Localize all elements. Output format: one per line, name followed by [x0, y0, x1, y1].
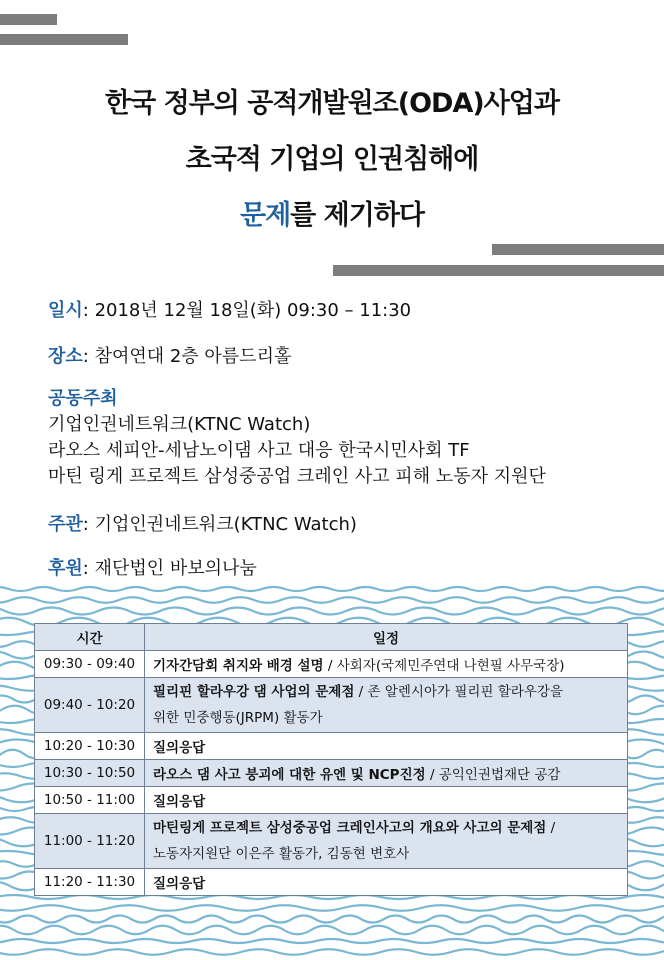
schedule-time: 09:40 - 10:20 [35, 678, 145, 733]
sponsor-value: : 재단법인 바보의나눔 [82, 558, 257, 579]
schedule-row [35, 733, 628, 760]
schedule-program: 질의응답 [145, 733, 628, 760]
place-value: : 참여연대 2층 아름드리홀 [82, 346, 292, 367]
schedule-row [35, 760, 628, 787]
cohost-item: 마틴 링게 프로젝트 삼성중공업 크레인 사고 피해 노동자 지원단 [48, 466, 546, 487]
cohost-item: 기업인권네트워크(KTNC Watch) [48, 414, 311, 435]
schedule-time: 10:50 - 11:00 [35, 787, 145, 814]
schedule-program: 라오스 댐 사고 붕괴에 대한 유엔 및 NCP진정 / 공익인권법재단 공감 [145, 760, 628, 787]
schedule-row [35, 814, 628, 869]
organizer-label: 주관 [48, 514, 83, 535]
schedule-row [35, 678, 628, 733]
cohost-label: 공동주최 [48, 388, 118, 409]
schedule-header-row [35, 624, 628, 651]
date-row [48, 296, 411, 322]
title-accent: 문제 [240, 200, 291, 231]
top-bar-short [0, 14, 57, 25]
top-bar-long [0, 34, 128, 45]
schedule-row [35, 787, 628, 814]
cohost-item: 라오스 세피안-세남노이댐 사고 대응 한국시민사회 TF [48, 440, 470, 461]
schedule-program: 기자간담회 취지와 배경 설명 / 사회자(국제민주연대 나현필 사무국장) [145, 651, 628, 678]
schedule-time: 10:20 - 10:30 [35, 733, 145, 760]
title-line-3 [0, 188, 664, 244]
schedule-program: 필리핀 할라우강 댐 사업의 문제점 / 존 알렌시아가 필리핀 할라우강을 위한 민중행동(JRPM) 활동가 [145, 678, 628, 733]
column-header-program: 일정 [145, 624, 628, 651]
schedule-table [34, 623, 628, 896]
mid-bar-long [333, 265, 664, 276]
schedule-time: 09:30 - 09:40 [35, 651, 145, 678]
organizer-value: : 기업인권네트워크(KTNC Watch) [82, 514, 357, 535]
schedule-time: 11:00 - 11:20 [35, 814, 145, 869]
sponsor-label: 후원 [48, 558, 83, 579]
date-value: : 2018년 12월 18일(화) 09:30 – 11:30 [82, 300, 412, 321]
schedule-row [35, 869, 628, 896]
place-row [48, 342, 291, 368]
event-title [0, 76, 664, 244]
mid-bar-short [492, 244, 664, 255]
schedule-row [35, 651, 628, 678]
schedule-program: 질의응답 [145, 869, 628, 896]
title-line-1: 한국 정부의 공적개발원조(ODA)사업과 [105, 88, 559, 119]
column-header-time: 시간 [35, 624, 145, 651]
schedule-program: 마틴링게 프로젝트 삼성중공업 크레인사고의 개요와 사고의 문제점 / 노동자지원단 이은주 활동가, 김동현 변호사 [145, 814, 628, 869]
sponsor-row [48, 554, 257, 580]
date-label: 일시 [48, 300, 83, 321]
schedule-program: 질의응답 [145, 787, 628, 814]
schedule-time: 11:20 - 11:30 [35, 869, 145, 896]
schedule-time: 10:30 - 10:50 [35, 760, 145, 787]
organizer-row [48, 510, 357, 536]
title-line-2: 초국적 기업의 인권침해에 [185, 144, 479, 175]
place-label: 장소 [48, 346, 83, 367]
title-line-3-rest: 를 제기하다 [290, 200, 424, 231]
